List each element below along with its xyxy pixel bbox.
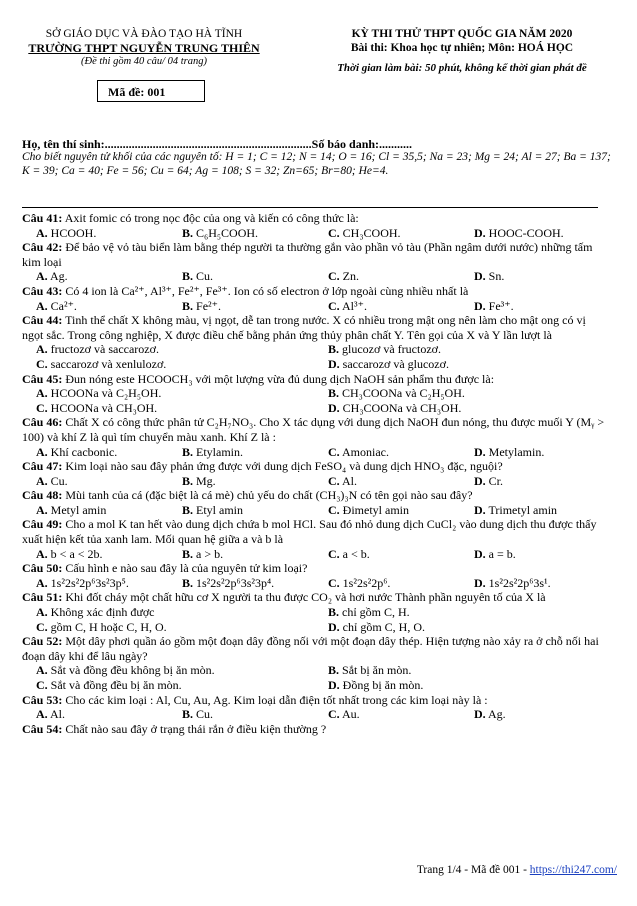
answer-option: [22, 605, 314, 620]
answer-option: [22, 503, 168, 518]
answer-option: [168, 269, 314, 284]
question: [22, 722, 606, 737]
option-text: Etylamin.: [196, 444, 244, 459]
option-text: Metyl amin: [50, 502, 107, 517]
option-text: 1s²2s²2p⁶3s¹.: [488, 575, 551, 590]
question-number: Câu 42:: [22, 240, 63, 255]
option-letter: B.: [182, 473, 194, 488]
answer-option: [460, 503, 606, 518]
question-number: Câu 49:: [22, 517, 63, 532]
option-letter: C.: [328, 298, 340, 313]
answer-option: [22, 445, 168, 460]
subject: Bài thi: Khoa học tự nhiên; Môn: HOÁ HỌC: [350, 42, 574, 54]
question: [22, 240, 606, 284]
question-text: Cấu hình e nào sau đây là của nguyên tử kim loại?: [65, 561, 308, 576]
question-stem: [22, 693, 606, 708]
option-text: Trimetyl amin: [488, 502, 558, 517]
question: [22, 284, 606, 313]
pages-note: (Đề thi gồm 40 câu/ 04 trang): [81, 56, 207, 67]
option-letter: A.: [36, 605, 48, 620]
option-letter: D.: [328, 619, 340, 634]
option-letter: C.: [36, 400, 48, 415]
option-text: chỉ gồm C, H.: [342, 605, 410, 620]
option-text: HCOONa và C₂H₅OH.: [50, 386, 162, 401]
question: [22, 415, 606, 459]
option-letter: D.: [474, 473, 486, 488]
answer-option: [460, 576, 606, 591]
option-text: Amoniac.: [342, 444, 390, 459]
option-text: Zn.: [342, 269, 360, 284]
question-stem: [22, 240, 606, 269]
option-text: a = b.: [488, 546, 516, 561]
option-text: a < b.: [342, 546, 370, 561]
option-letter: D.: [474, 707, 486, 722]
question: [22, 561, 606, 590]
answer-option: [314, 707, 460, 722]
answer-option: [460, 707, 606, 722]
answer-option: [22, 357, 314, 372]
option-text: HCOOH.: [50, 225, 97, 240]
answer-option: [314, 663, 606, 678]
option-text: Cr.: [488, 473, 504, 488]
answer-option: [460, 299, 606, 314]
question-number: Câu 48:: [22, 488, 63, 503]
question-number: Câu 47:: [22, 459, 63, 474]
question-number: Câu 45:: [22, 371, 63, 386]
question-number: Câu 46:: [22, 415, 63, 430]
question-stem: [22, 284, 606, 299]
option-text: Fe²⁺.: [196, 298, 221, 313]
option-letter: C.: [328, 546, 340, 561]
question-stem: [22, 561, 606, 576]
answer-option: [168, 226, 314, 241]
question-text: Cho a mol K tan hết vào dung dịch chứa b mol HCl. Sau đó nhỏ dung dịch CuCl₂ vào dung dịch thu được thấy xuất hiện kết tủa xanh lam. Mối quan hệ giữa a và b là: [22, 517, 597, 547]
answer-option: [460, 445, 606, 460]
answer-options: [22, 474, 606, 489]
option-text: Etyl amin: [196, 502, 244, 517]
option-letter: D.: [474, 225, 486, 240]
answer-option: [314, 620, 606, 635]
student-info-line: Họ, tên thí sinh:.....................................................................Số báo danh:...........: [22, 137, 413, 151]
question-stem: [22, 634, 606, 663]
question: [22, 517, 606, 561]
option-text: Al³⁺.: [342, 298, 367, 313]
option-text: b < a < 2b.: [50, 546, 103, 561]
question-list: [22, 211, 606, 736]
department: SỞ GIÁO DỤC VÀ ĐÀO TẠO HÀ TĨNH: [45, 28, 243, 40]
option-text: 1s²2s²2p⁶.: [342, 575, 391, 590]
answer-option: [314, 401, 606, 416]
answer-option: [460, 547, 606, 562]
header-left: [14, 27, 274, 69]
question-text: Khi đốt cháy một chất hữu cơ X người ta thu được CO₂ và hơi nước Thành phần nguyên tố của X là: [65, 590, 546, 605]
option-text: fructozơ và saccarozơ.: [50, 342, 159, 357]
answer-option: [314, 299, 460, 314]
option-letter: A.: [36, 386, 48, 401]
option-letter: A.: [36, 663, 48, 678]
option-text: Cu.: [50, 473, 68, 488]
option-letter: C.: [328, 575, 340, 590]
question-text: Kim loại nào sau đây phản ứng được với dung dịch FeSO₄ và dung dịch HNO₃ đặc, nguội?: [65, 459, 503, 474]
answer-options: [22, 299, 606, 314]
footer: [417, 864, 617, 876]
question-text: Mùi tanh của cá (đặc biệt là cá mè) chủ yếu do chất (CH₃)₃N có tên gọi nào sau đây?: [65, 488, 473, 503]
option-letter: B.: [182, 225, 194, 240]
atomic-masses: Cho biết nguyên tử khối của các nguyên tố: H = 1; C = 12; N = 14; O = 16; Cl = 35,5; Na = 23; Mg = 24; Al = 27; Ba = 137; K = 39; Ca = 40; Fe = 56; Cu = 64; Ag = 108; S = 32; Zn=65; Br=80; He=4.: [22, 151, 611, 177]
answer-options: [22, 605, 606, 634]
answer-option: [22, 269, 168, 284]
option-text: Cu.: [196, 707, 214, 722]
option-text: Đồng bị ăn mòn.: [342, 678, 424, 692]
exam-code: Mã đề: 001: [97, 80, 205, 102]
option-letter: B.: [328, 663, 340, 678]
question-text: Axit fomic có trong nọc độc của ong và kiến có công thức là:: [64, 211, 359, 225]
answer-options: [22, 503, 606, 518]
option-letter: D.: [474, 444, 486, 459]
answer-options: [22, 663, 606, 692]
question: [22, 590, 606, 634]
option-letter: A.: [36, 342, 48, 357]
answer-option: [314, 678, 606, 693]
option-text: glucozơ và fructozơ.: [342, 342, 441, 357]
answer-option: [314, 226, 460, 241]
answer-option: [314, 576, 460, 591]
option-letter: C.: [36, 356, 48, 371]
question: [22, 211, 606, 240]
option-letter: B.: [328, 342, 340, 357]
option-text: Al.: [50, 707, 66, 722]
answer-option: [168, 707, 314, 722]
option-letter: D.: [474, 269, 486, 284]
option-text: Ca²⁺.: [50, 298, 77, 313]
option-text: gồm C, H hoặc C, H, O.: [50, 619, 167, 634]
option-text: Metylamin.: [488, 444, 545, 459]
option-text: Sắt và đồng đều bị ăn mòn.: [50, 678, 182, 692]
option-text: Không xác định được: [50, 605, 155, 620]
answer-option: [314, 342, 606, 357]
answer-option: [314, 503, 460, 518]
option-letter: C.: [328, 269, 340, 284]
time-note: Thời gian làm bài: 50 phút, không kể thời gian phát đề: [337, 62, 587, 74]
option-letter: B.: [182, 444, 194, 459]
answer-option: [22, 342, 314, 357]
answer-option: [22, 299, 168, 314]
option-letter: C.: [36, 619, 48, 634]
answer-options: [22, 576, 606, 591]
option-letter: B.: [182, 298, 194, 313]
option-letter: B.: [328, 386, 340, 401]
answer-option: [22, 474, 168, 489]
answer-options: [22, 226, 606, 241]
answer-option: [22, 547, 168, 562]
question-stem: [22, 372, 606, 387]
question-stem: [22, 313, 606, 342]
answer-option: [168, 299, 314, 314]
question-number: Câu 54:: [22, 721, 63, 736]
question: [22, 459, 606, 488]
answer-option: [460, 269, 606, 284]
question-number: Câu 41:: [22, 211, 63, 225]
exam-title: KỲ THI THỬ THPT QUỐC GIA NĂM 2020: [351, 28, 573, 40]
option-text: Sắt và đồng đều không bị ăn mòn.: [50, 663, 215, 678]
answer-option: [314, 386, 606, 401]
option-letter: C.: [328, 444, 340, 459]
option-text: Fe³⁺.: [488, 298, 514, 313]
answer-option: [314, 547, 460, 562]
option-text: chỉ gồm C, H, O.: [342, 619, 426, 634]
option-letter: D.: [474, 502, 486, 517]
question-stem: [22, 211, 606, 226]
option-text: a > b.: [196, 546, 224, 561]
question: [22, 313, 606, 371]
option-letter: D.: [328, 678, 340, 692]
option-text: saccarozơ và glucozơ.: [342, 356, 449, 371]
option-text: Sắt bị ăn mòn.: [342, 663, 412, 678]
answer-option: [460, 474, 606, 489]
answer-option: [168, 503, 314, 518]
option-letter: D.: [474, 575, 486, 590]
header-right: [292, 27, 632, 75]
option-text: 1s²2s²2p⁶3s²3p⁴.: [196, 575, 275, 590]
option-letter: B.: [328, 605, 340, 620]
option-letter: C.: [328, 502, 340, 517]
option-text: CH₃COONa và CH₃OH.: [342, 400, 462, 415]
question-number: Câu 52:: [22, 634, 63, 649]
question-number: Câu 51:: [22, 590, 63, 605]
option-text: CH₃COOH.: [342, 225, 401, 240]
answer-option: [22, 576, 168, 591]
option-letter: D.: [474, 546, 486, 561]
answer-option: [22, 386, 314, 401]
option-letter: B.: [182, 707, 194, 722]
option-letter: A.: [36, 575, 48, 590]
answer-option: [22, 678, 314, 693]
answer-option: [168, 576, 314, 591]
option-text: Al.: [342, 473, 358, 488]
divider: [22, 207, 598, 208]
answer-options: [22, 386, 606, 415]
option-text: 1s²2s²2p⁶3s²3p⁵.: [50, 575, 129, 590]
question-text: Đun nóng este HCOOCH₃ với một lượng vừa đủ dung dịch NaOH sản phẩm thu được là:: [65, 371, 495, 386]
option-letter: C.: [328, 225, 340, 240]
question-number: Câu 44:: [22, 313, 63, 328]
answer-option: [168, 445, 314, 460]
question: [22, 634, 606, 692]
option-letter: A.: [36, 225, 48, 240]
answer-option: [314, 445, 460, 460]
question-stem: [22, 722, 606, 737]
option-letter: A.: [36, 473, 48, 488]
option-letter: B.: [182, 269, 194, 284]
option-text: Khí cacbonic.: [50, 444, 118, 459]
answer-option: [22, 620, 314, 635]
option-letter: B.: [182, 502, 194, 517]
answer-option: [314, 605, 606, 620]
answer-option: [314, 474, 460, 489]
question: [22, 488, 606, 517]
option-letter: A.: [36, 269, 48, 284]
question-text: Có 4 ion là Ca²⁺, Al³⁺, Fe²⁺, Fe³⁺. Ion có số electron ở lớp ngoài cùng nhiều nhất là: [65, 283, 469, 298]
answer-option: [22, 401, 314, 416]
question-stem: [22, 459, 606, 474]
option-text: saccarozơ và xenlulozơ.: [50, 356, 167, 371]
answer-option: [314, 357, 606, 372]
option-letter: B.: [182, 546, 194, 561]
option-text: Cu.: [196, 269, 214, 284]
answer-option: [314, 269, 460, 284]
option-text: Ag.: [50, 269, 68, 284]
answer-options: [22, 445, 606, 460]
option-letter: A.: [36, 444, 48, 459]
page-info: Trang 1/4 - Mã đề 001 -: [416, 864, 530, 876]
option-letter: A.: [36, 707, 48, 722]
option-letter: A.: [36, 298, 48, 313]
question-text: Tinh thể chất X không màu, vị ngọt, dễ tan trong nước. X có nhiều trong mật ong nên làm cho mật ong có vị ngọt sắc. Trong công nghiệp, X được điều chế bằng phản ứng thủy phân chất Y. Tên gọi của X và Y lần lượt là: [22, 313, 586, 342]
option-letter: A.: [36, 502, 48, 517]
answer-option: [22, 663, 314, 678]
question-stem: [22, 517, 606, 546]
answer-option: [22, 226, 168, 241]
option-text: HOOC-COOH.: [488, 225, 564, 240]
answer-option: [22, 707, 168, 722]
question: [22, 693, 606, 722]
option-text: Sn.: [488, 269, 505, 284]
answer-options: [22, 269, 606, 284]
school-name: TRƯỜNG THPT NGUYỄN TRUNG THIÊN: [28, 41, 260, 55]
option-letter: D.: [328, 400, 340, 415]
question-number: Câu 53:: [22, 692, 63, 707]
answer-option: [460, 226, 606, 241]
option-letter: D.: [474, 298, 486, 313]
question-stem: [22, 488, 606, 503]
question-number: Câu 50:: [22, 561, 63, 576]
site-link[interactable]: https://thi247.com/: [529, 864, 617, 876]
option-text: Ag.: [488, 707, 506, 722]
question-text: Chất nào sau đây ở trạng thái rắn ở điều kiện thường ?: [65, 721, 327, 736]
option-letter: C.: [36, 678, 48, 692]
question-text: Để bảo vệ vỏ tàu biển làm bằng thép người ta thường gắn vào phần vỏ tàu (Phần ngâm dưới nước) những tấm kim loại: [22, 240, 593, 269]
option-text: Au.: [342, 707, 360, 722]
option-text: CH₃COONa và C₂H₅OH.: [342, 386, 465, 401]
option-letter: C.: [328, 473, 340, 488]
option-letter: D.: [328, 356, 340, 371]
option-text: C₆H₅COOH.: [196, 225, 259, 240]
question-text: Chất X có công thức phân tử C₂H₇NO₃. Cho X tác dụng với dung dịch NaOH đun nóng, thu được muối Y (Mᵧ > 100) và khí Z là quì tím chuyển màu xanh. Khí Z là :: [22, 415, 605, 444]
question-text: Một dây phơi quần áo gồm một đoạn dây đồng nối với một đoạn dây thép. Hiện tượng nào xảy ra ở chỗ nối hai đoạn dây khi để lâu ngày?: [22, 634, 599, 663]
answer-option: [168, 547, 314, 562]
option-text: Đimetyl amin: [342, 502, 409, 517]
question-number: Câu 43:: [22, 283, 63, 298]
option-letter: B.: [182, 575, 194, 590]
question-text: Cho các kim loại : Al, Cu, Au, Ag. Kim loại dẫn điện tốt nhất trong các kim loại này là :: [65, 692, 488, 707]
question: [22, 372, 606, 416]
option-letter: C.: [328, 707, 340, 722]
answer-option: [168, 474, 314, 489]
question-stem: [22, 415, 606, 444]
answer-options: [22, 342, 606, 371]
answer-options: [22, 547, 606, 562]
option-letter: A.: [36, 546, 48, 561]
option-text: Mg.: [196, 473, 216, 488]
question-stem: [22, 590, 606, 605]
answer-options: [22, 707, 606, 722]
option-text: HCOONa và CH₃OH.: [50, 400, 158, 415]
